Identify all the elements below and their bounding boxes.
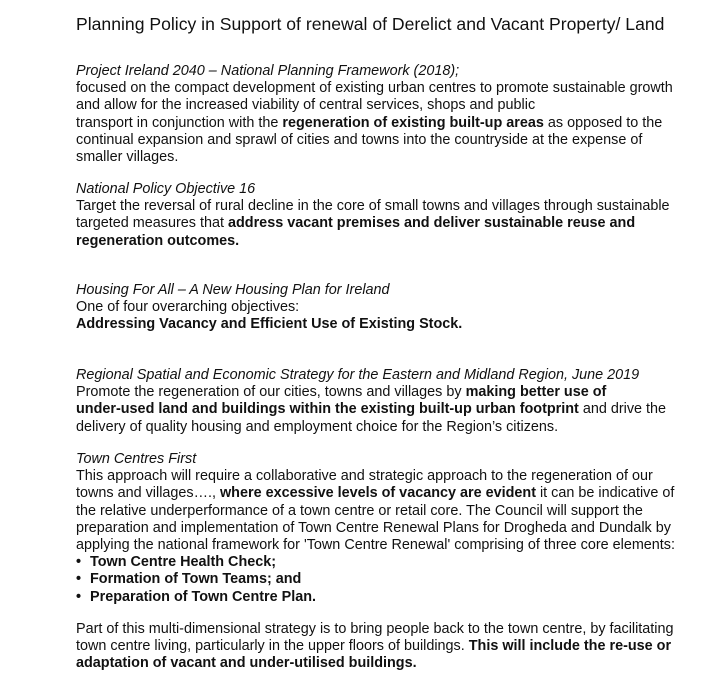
section-town-centre-living bbox=[76, 621, 676, 673]
bullet-item bbox=[76, 554, 676, 571]
section-heading: Regional Spatial and Economic Strategy for the Eastern and Midland Region, June 2019 bbox=[76, 367, 640, 383]
bullet-icon: • bbox=[76, 571, 82, 588]
bold-text: adaptation of vacant and under-utilised buildings. bbox=[76, 655, 417, 672]
text-line: Target the reversal of rural decline in the core of small towns and villages through sustainable bbox=[76, 198, 670, 215]
text-line: delivery of quality housing and employment choice for the Region’s citizens. bbox=[76, 418, 559, 435]
text-run: town centre living, particularly in the upper floors of buildings. bbox=[76, 638, 469, 655]
section-heading: National Policy Objective 16 bbox=[76, 181, 256, 197]
bold-text: where excessive levels of vacancy are evident bbox=[219, 485, 536, 502]
section-rses bbox=[76, 367, 676, 436]
text-line bbox=[76, 115, 676, 132]
bullet-text: Preparation of Town Centre Plan. bbox=[90, 588, 317, 605]
text-line bbox=[76, 215, 676, 232]
text-line: continual expansion and sprawl of cities and towns into the countryside at the expense of bbox=[76, 131, 643, 148]
text-line: and allow for the increased viability of central services, shops and public bbox=[76, 97, 536, 114]
text-run: as opposed to the bbox=[543, 114, 663, 131]
text-run: and drive the bbox=[578, 401, 667, 418]
bullet-item bbox=[76, 589, 676, 606]
bold-text: making better use of bbox=[465, 384, 607, 401]
text-run: Promote the regeneration of our cities, towns and villages by bbox=[76, 384, 466, 401]
section-housing-for-all bbox=[76, 282, 676, 334]
text-run: targeted measures that bbox=[76, 215, 228, 232]
section-heading: Town Centres First bbox=[76, 451, 197, 467]
bold-text: regeneration of existing built-up areas bbox=[282, 114, 544, 131]
bullet-text: Town Centre Health Check; bbox=[90, 554, 277, 571]
bold-text: under-used land and buildings within the existing built-up urban footprint bbox=[76, 401, 579, 418]
bullet-text: Formation of Town Teams; and bbox=[90, 571, 302, 588]
section-town-centres-first bbox=[76, 451, 676, 606]
text-line bbox=[76, 401, 676, 418]
section-heading: Project Ireland 2040 – National Planning Framework (2018); bbox=[76, 63, 460, 79]
text-line: applying the national framework for 'Town Centre Renewal' comprising of three core elements: bbox=[76, 537, 676, 554]
page-title: Planning Policy in Support of renewal of Derelict and Vacant Property/ Land bbox=[76, 14, 665, 34]
section-npo16 bbox=[76, 181, 676, 250]
text-run: towns and villages…., bbox=[76, 485, 220, 502]
text-run: it can be indicative of bbox=[535, 485, 675, 502]
text-line: preparation and implementation of Town Centre Renewal Plans for Drogheda and Dundalk by bbox=[76, 519, 671, 536]
bullet-icon: • bbox=[76, 554, 82, 571]
text-line: One of four overarching objectives: bbox=[76, 299, 300, 316]
bold-text: address vacant premises and deliver sustainable reuse and bbox=[228, 215, 636, 232]
text-line: the relative underperformance of a town centre or retail core. The Council will support the bbox=[76, 502, 643, 519]
bold-text: regeneration outcomes. bbox=[76, 232, 240, 249]
text-line: focused on the compact development of existing urban centres to promote sustainable growth bbox=[76, 80, 673, 97]
text-line bbox=[76, 384, 676, 401]
text-line: Part of this multi-dimensional strategy is to bring people back to the town centre, by facilitating bbox=[76, 621, 674, 637]
section-project-ireland bbox=[76, 63, 676, 166]
bullet-icon: • bbox=[76, 588, 82, 605]
bold-text: This will include the re-use or bbox=[468, 638, 672, 655]
text-line bbox=[76, 638, 676, 655]
bullet-list bbox=[76, 554, 676, 606]
text-line bbox=[76, 485, 676, 502]
section-heading: Housing For All – A New Housing Plan for Ireland bbox=[76, 282, 390, 298]
bold-text: Addressing Vacancy and Efficient Use of Existing Stock. bbox=[76, 316, 463, 333]
text-line: smaller villages. bbox=[76, 149, 179, 166]
text-run: transport in conjunction with the bbox=[76, 114, 283, 131]
bullet-item bbox=[76, 571, 676, 588]
text-line: This approach will require a collaborative and strategic approach to the regeneration of our bbox=[76, 468, 653, 485]
